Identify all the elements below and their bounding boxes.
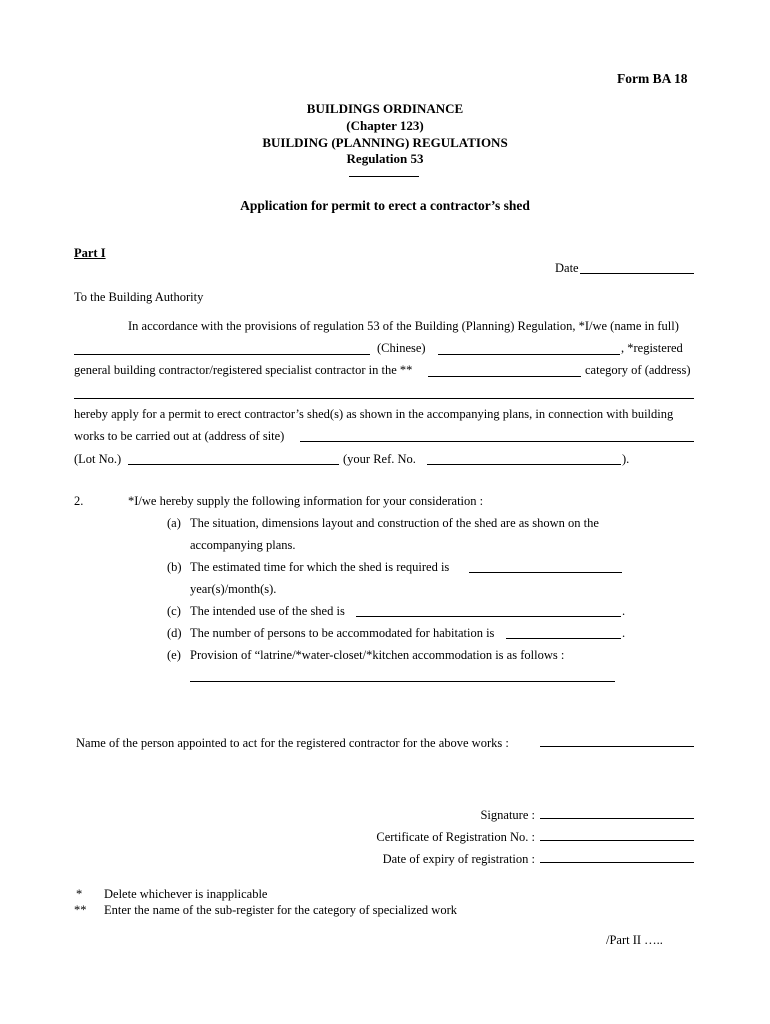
item-b-text: The estimated time for which the shed is required is	[190, 560, 450, 574]
date-field[interactable]	[580, 273, 694, 274]
regulation-number: Regulation 53	[346, 151, 424, 166]
contractor-type-text: general building contractor/registered specialist contractor in the **	[74, 363, 413, 377]
form-title: Application for permit to erect a contractor’s shed	[240, 198, 530, 213]
expiry-label: Date of expiry of registration :	[382, 852, 535, 866]
ref-no-close: ).	[622, 452, 630, 466]
footnote-mark: **	[74, 903, 87, 917]
category-address-text: category of (address)	[585, 363, 691, 377]
regulations-title: BUILDING (PLANNING) REGULATIONS	[262, 135, 508, 150]
item-a-text: The situation, dimensions layout and construction of the shed are as shown on the	[190, 516, 599, 530]
item-a-text-continued: accompanying plans.	[190, 538, 296, 552]
form-number: Form BA 18	[617, 71, 688, 86]
sub-register-field[interactable]	[428, 376, 581, 377]
item-a-label: (a)	[167, 516, 181, 530]
item-e-label: (e)	[167, 648, 181, 662]
section-number: 2.	[74, 494, 84, 508]
appointed-person-label: Name of the person appointed to act for the registered contractor for the above works :	[76, 736, 509, 750]
part-one-heading: Part I	[74, 246, 106, 260]
persons-count-field[interactable]	[506, 638, 621, 639]
estimated-time-field[interactable]	[469, 572, 622, 573]
item-c-label: (c)	[167, 604, 181, 618]
address-field[interactable]	[74, 398, 694, 399]
continued-marker: /Part II …..	[606, 933, 663, 947]
chapter-number: (Chapter 123)	[346, 118, 424, 133]
item-c-text: The intended use of the shed is	[190, 604, 345, 618]
ref-no-label: (your Ref. No.	[343, 452, 416, 466]
signature-field[interactable]	[540, 818, 694, 819]
certificate-field[interactable]	[540, 840, 694, 841]
certificate-label: Certificate of Registration No. :	[376, 830, 535, 844]
signature-label: Signature :	[480, 808, 535, 822]
date-label: Date	[555, 261, 579, 275]
appointed-person-field[interactable]	[540, 746, 694, 747]
section-intro: *I/we hereby supply the following information for your consideration :	[128, 494, 484, 508]
chinese-label: (Chinese)	[377, 341, 426, 355]
item-b-unit: year(s)/month(s).	[190, 582, 277, 596]
intended-use-field[interactable]	[356, 616, 621, 617]
item-d-end: .	[622, 626, 626, 640]
lot-no-field[interactable]	[128, 464, 339, 465]
footnote-text: Delete whichever is inapplicable	[104, 887, 268, 901]
addressee: To the Building Authority	[74, 290, 204, 304]
item-d-text: The number of persons to be accommodated for habitation is	[190, 626, 495, 640]
item-b-label: (b)	[167, 560, 182, 574]
lot-no-label: (Lot No.)	[74, 452, 122, 466]
ordinance-title: BUILDINGS ORDINANCE	[306, 101, 464, 116]
site-address-label: works to be carried out at (address of site)	[74, 429, 285, 443]
hereby-apply-text: hereby apply for a permit to erect contractor’s shed(s) as shown in the accompanying plans, in connection with building	[74, 407, 674, 421]
item-d-label: (d)	[167, 626, 182, 640]
header-divider	[349, 176, 419, 177]
footnote-mark: *	[76, 887, 83, 901]
ref-no-field[interactable]	[427, 464, 621, 465]
footnote-text: Enter the name of the sub-register for the category of specialized work	[104, 903, 457, 917]
item-e-text: Provision of “latrine/*water-closet/*kitchen accommodation is as follows :	[190, 648, 565, 662]
site-address-field[interactable]	[300, 441, 694, 442]
chinese-name-field[interactable]	[438, 354, 620, 355]
registered-text: , *registered	[621, 341, 683, 355]
expiry-field[interactable]	[540, 862, 694, 863]
accommodation-field[interactable]	[190, 681, 615, 682]
item-c-end: .	[622, 604, 626, 618]
intro-text: In accordance with the provisions of regulation 53 of the Building (Planning) Regulation, *I/we (name in full)	[128, 319, 679, 333]
name-in-full-field[interactable]	[74, 354, 370, 355]
